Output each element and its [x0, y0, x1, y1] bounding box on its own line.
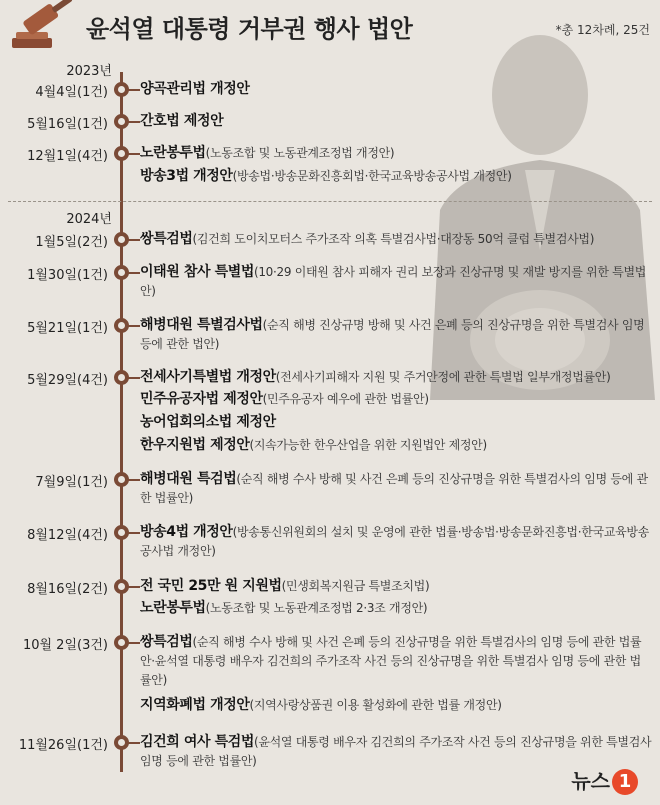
bill-name: 해병대원 특검법	[140, 471, 237, 487]
entry-date: 5월21일(1건)	[27, 321, 108, 336]
entry-date: 5월29일(4건)	[27, 373, 108, 388]
bill-item	[140, 696, 652, 715]
bill-desc: (10·29 이태원 참사 피해자 권리 보장과 진상규명 및 재발 방지를 위한 특별법안)	[140, 265, 647, 298]
bill-item	[140, 112, 652, 131]
timeline-dot	[114, 525, 129, 540]
bill-item	[140, 523, 652, 561]
bill-desc: (지속가능한 한우산업을 위한 지원법안 제정안)	[249, 438, 487, 452]
bill-item	[140, 599, 652, 618]
bill-desc: (노동조합 및 노동관계조정법 개정안)	[205, 146, 395, 160]
bill-name: 한우지원법 제정안	[140, 437, 250, 453]
bill-item	[140, 390, 652, 409]
bill-desc: (민생회복지원금 특별조치법)	[281, 579, 430, 593]
timeline-dot	[114, 635, 129, 650]
bill-desc: (방송법·방송문화진흥회법·한국교육방송공사법 개정안)	[232, 169, 512, 183]
bill-name: 노란봉투법	[140, 600, 206, 616]
bill-name: 지역화폐법 개정안	[140, 697, 250, 713]
bill-desc: (지역사랑상품권 이용 활성화에 관한 법률 개정안)	[249, 698, 502, 712]
bill-name: 전 국민 25만 원 지원법	[140, 578, 282, 594]
bill-item	[140, 80, 652, 99]
bill-desc: (전세사기피해자 지원 및 주거안정에 관한 특별법 일부개정법률안)	[275, 370, 611, 384]
entry-date: 10월 2일(3건)	[22, 638, 108, 653]
bill-desc: (김건희 도이치모터스 주가조작 의혹 특별검사법·대장동 50억 클럽 특별검사법)	[192, 232, 595, 246]
bill-desc: (방송통신위원회의 설치 및 운영에 관한 법률·방송법·방송문화진흥법·한국교육방송공사법 개정안)	[140, 525, 649, 558]
bill-name: 방송4법 개정안	[140, 524, 233, 540]
bill-name: 양곡관리법 개정안	[140, 81, 250, 97]
header	[0, 0, 660, 50]
timeline-dot	[114, 232, 129, 247]
bill-item	[140, 167, 652, 186]
entry-date: 5월16일(1건)	[27, 117, 108, 132]
bill-item	[140, 633, 652, 690]
timeline-dot	[114, 146, 129, 161]
timeline-dot	[114, 370, 129, 385]
bill-name: 방송3법 개정안	[140, 168, 233, 184]
bill-item	[140, 577, 652, 596]
bill-item	[140, 263, 652, 301]
timeline-dot	[114, 114, 129, 129]
bill-name: 이태원 참사 특별법	[140, 264, 254, 280]
bill-name: 노란봉투법	[140, 145, 206, 161]
entry-date: 1월30일(1건)	[27, 268, 108, 283]
bill-item	[140, 436, 652, 455]
entry-date: 4월4일(1건)	[35, 85, 108, 100]
bill-desc: (순직 해병 진상규명 방해 및 사건 은폐 등의 진상규명을 위한 특별검사 임명 등에 관한 법안)	[140, 318, 645, 351]
bill-item	[140, 230, 652, 249]
timeline-dot	[114, 735, 129, 750]
bill-desc: (민주유공자 예우에 관한 법률안)	[262, 392, 429, 406]
year-label-2024: 2024년	[66, 212, 112, 227]
bill-desc: (노동조합 및 노동관계조정법 2·3조 개정안)	[205, 601, 428, 615]
year-label-2023: 2023년	[66, 64, 112, 79]
news1-logo: 뉴스 1	[571, 765, 638, 796]
entry-date: 8월12일(4건)	[27, 528, 108, 543]
timeline-dot	[114, 82, 129, 97]
timeline-dot	[114, 318, 129, 333]
timeline-axis	[120, 72, 123, 772]
gavel-icon	[6, 0, 76, 52]
bill-name: 쌍특검법	[140, 231, 193, 247]
bill-item	[140, 316, 652, 354]
bill-item	[140, 144, 652, 163]
bill-name: 민주유공자법 제정안	[140, 391, 263, 407]
bill-desc: (순직 해병 수사 방해 및 사건 은폐 등의 진상규명을 위한 특별검사의 임명 등에 관한 법률안·윤석열 대통령 배우자 김건희의 주가조작 사건 등의 진상규명을 위한 특별검사 임명 등에 관한 법률안)	[140, 635, 642, 687]
timeline-dot	[114, 579, 129, 594]
page-subtitle: *총 12차례, 25건	[555, 23, 650, 37]
page-title: 윤석열 대통령 거부권 행사 법안	[86, 15, 413, 43]
bill-name: 해병대원 특별검사법	[140, 317, 263, 333]
bill-item	[140, 413, 652, 432]
bill-name: 농어업회의소법 제정안	[140, 414, 276, 430]
bill-name: 간호법 제정안	[140, 113, 224, 129]
timeline-dot	[114, 265, 129, 280]
entry-date: 11월26일(1건)	[18, 738, 108, 753]
bill-desc: (순직 해병 수사 방해 및 사건 은폐 등의 진상규명을 위한 특별검사의 임명 등에 관한 법률안)	[140, 472, 648, 505]
bill-name: 쌍특검법	[140, 634, 193, 650]
bill-name: 전세사기특별법 개정안	[140, 369, 276, 385]
year-divider	[8, 201, 652, 202]
bill-item	[140, 470, 652, 508]
entry-date: 1월5일(2건)	[35, 235, 108, 250]
entry-date: 12월1일(4건)	[27, 149, 108, 164]
entry-date: 8월16일(2건)	[27, 582, 108, 597]
bill-item	[140, 368, 652, 387]
timeline-dot	[114, 472, 129, 487]
bill-desc: (윤석열 대통령 배우자 김건희의 주가조작 사건 등의 진상규명을 위한 특별검사 임명 등에 관한 법률안)	[140, 735, 652, 768]
bill-name: 김건희 여사 특검법	[140, 734, 254, 750]
entry-date: 7월9일(1건)	[35, 475, 108, 490]
